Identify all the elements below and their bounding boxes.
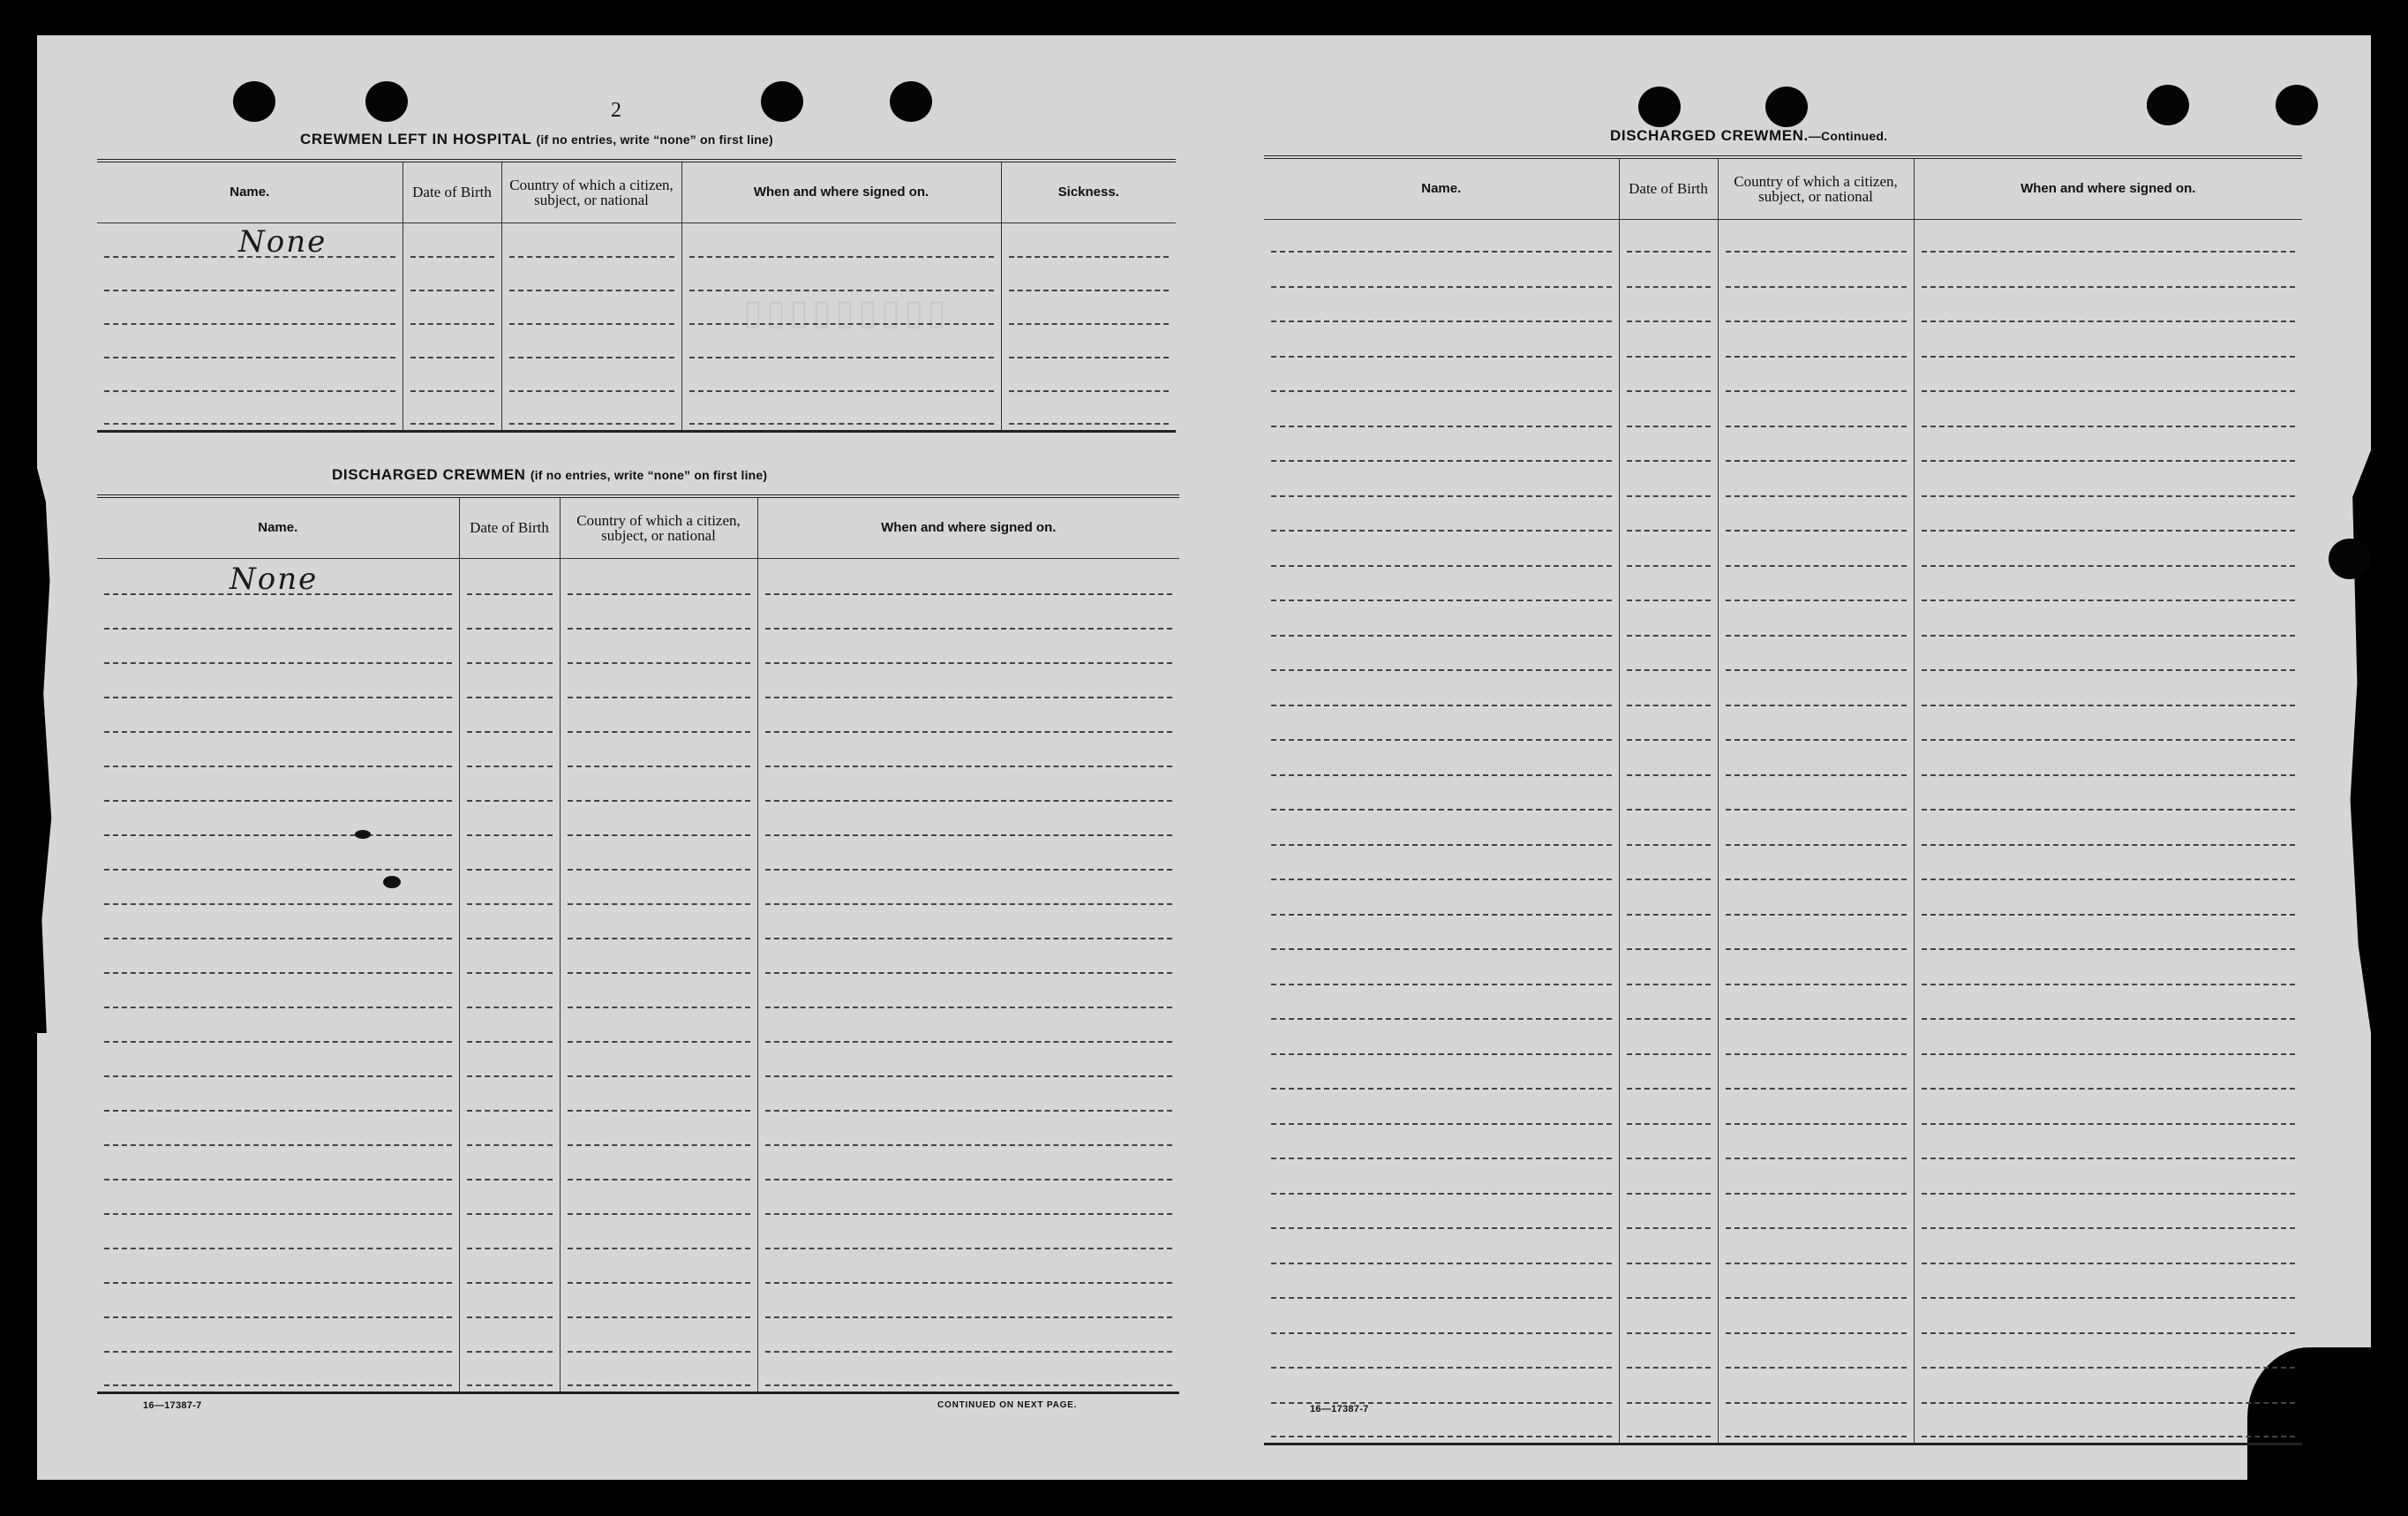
- table-row: [97, 910, 1179, 945]
- table-row: [97, 397, 1176, 431]
- table-row: [1264, 433, 2302, 468]
- table-row: [1264, 816, 2302, 851]
- table-row: [1264, 781, 2302, 817]
- col-header-date-of-birth: Date of Birth: [403, 161, 501, 222]
- col-header-date-of-birth: Date of Birth: [459, 496, 560, 558]
- table-row: [1264, 1409, 2302, 1444]
- table-row: [97, 297, 1176, 330]
- left-page: [37, 35, 1202, 1480]
- table-row: [97, 807, 1179, 841]
- table-row: [97, 979, 1179, 1014]
- table-row: [1264, 1095, 2302, 1130]
- table-row: [1264, 886, 2302, 921]
- table-row: [1264, 1339, 2302, 1375]
- handwritten-entry: None: [230, 562, 319, 597]
- handwritten-entry: None: [238, 224, 327, 260]
- table-row: [1264, 1025, 2302, 1060]
- form-number: 16—17387-7: [143, 1400, 202, 1411]
- table-row: [97, 738, 1179, 773]
- discharged-table: [97, 494, 1179, 1394]
- table-row: [97, 704, 1179, 738]
- table-row: [1264, 746, 2302, 781]
- table-row: [97, 364, 1176, 397]
- col-header-country: Country of which a citizen, subject, or national: [1718, 157, 1914, 219]
- name-cell: [97, 222, 403, 263]
- col-header-country: Country of which a citizen, subject, or national: [501, 161, 681, 222]
- col-header-signed-on: When and where signed on.: [757, 496, 1179, 558]
- col-header-name: Name.: [97, 496, 459, 558]
- right-section-title: [1610, 127, 1887, 145]
- col-header-signed-on: When and where signed on.: [681, 161, 1001, 222]
- table-row: [97, 876, 1179, 910]
- table-row: [1264, 1374, 2302, 1409]
- table-row: [97, 1255, 1179, 1289]
- table-row: [97, 1289, 1179, 1324]
- table-row: [1264, 467, 2302, 502]
- table-row: [97, 1220, 1179, 1255]
- table-row: [97, 841, 1179, 876]
- table-row: [97, 330, 1176, 364]
- ink-smudge: [355, 830, 371, 839]
- right-title-suffix: —Continued.: [1808, 129, 1888, 143]
- table-row: [97, 669, 1179, 704]
- table-row: [97, 635, 1179, 669]
- col-header-name: Name.: [97, 161, 403, 222]
- page-number: 2: [611, 99, 621, 122]
- table-row: [1264, 955, 2302, 991]
- discharged-title-note: (if no entries, write “none” on first line): [530, 468, 768, 482]
- table-row: [97, 1324, 1179, 1358]
- form-number: 16—17387-7: [1310, 1404, 1369, 1414]
- table-row: [1264, 363, 2302, 398]
- col-header-date-of-birth: Date of Birth: [1619, 157, 1718, 219]
- table-row: [97, 1358, 1179, 1392]
- table-row: [1264, 1130, 2302, 1165]
- table-row: [97, 1151, 1179, 1186]
- discharged-title-text: DISCHARGED CREWMEN: [332, 466, 526, 483]
- table-row: [1264, 712, 2302, 747]
- right-title-text: DISCHARGED CREWMEN.: [1610, 127, 1809, 144]
- table-row: [97, 1048, 1179, 1082]
- table-row: [1264, 328, 2302, 363]
- table-row: [1264, 502, 2302, 538]
- table-row: [1264, 219, 2302, 258]
- col-header-signed-on: When and where signed on.: [1914, 157, 2302, 219]
- table-row: [1264, 537, 2302, 572]
- table-row: [1264, 1270, 2302, 1305]
- table-row: [97, 263, 1176, 297]
- faint-stamp: ▯▯▯▯▯▯▯▯▯: [743, 292, 951, 332]
- form-sheet: [37, 35, 2371, 1480]
- name-cell: [97, 558, 459, 600]
- table-row: [1264, 572, 2302, 607]
- table-row: [97, 600, 1179, 635]
- col-header-sickness: Sickness.: [1001, 161, 1176, 222]
- table-row: [1264, 1304, 2302, 1339]
- ink-smudge: [383, 876, 401, 888]
- table-row: [1264, 921, 2302, 956]
- col-header-country: Country of which a citizen, subject, or national: [560, 496, 757, 558]
- table-row: [97, 1014, 1179, 1048]
- continued-note: CONTINUED ON NEXT PAGE.: [937, 1400, 1078, 1410]
- hospital-title-text: CREWMEN LEFT IN HOSPITAL: [300, 131, 532, 147]
- table-row: [1264, 1165, 2302, 1200]
- table-row: [1264, 607, 2302, 642]
- table-row: [1264, 1200, 2302, 1235]
- table-row: [1264, 642, 2302, 677]
- table-row: [1264, 991, 2302, 1026]
- discharged-continued-table: [1264, 155, 2302, 1445]
- table-row: [97, 1082, 1179, 1117]
- col-header-name: Name.: [1264, 157, 1619, 219]
- hospital-table: [97, 159, 1176, 433]
- table-row: [97, 222, 1176, 263]
- table-row: [1264, 676, 2302, 712]
- discharged-section-title: [332, 466, 767, 484]
- right-page: [1202, 35, 2371, 1480]
- hospital-title-note: (if no entries, write “none” on first line): [536, 132, 773, 147]
- table-row: [1264, 293, 2302, 328]
- table-row: [1264, 1060, 2302, 1096]
- table-row: [97, 1117, 1179, 1151]
- table-row: [97, 1186, 1179, 1220]
- table-row: [1264, 1234, 2302, 1270]
- table-row: [1264, 851, 2302, 886]
- table-row: [97, 773, 1179, 807]
- table-row: [1264, 397, 2302, 433]
- table-row: [97, 558, 1179, 600]
- table-row: [1264, 258, 2302, 293]
- table-row: [97, 945, 1179, 979]
- hospital-section-title: [300, 131, 773, 148]
